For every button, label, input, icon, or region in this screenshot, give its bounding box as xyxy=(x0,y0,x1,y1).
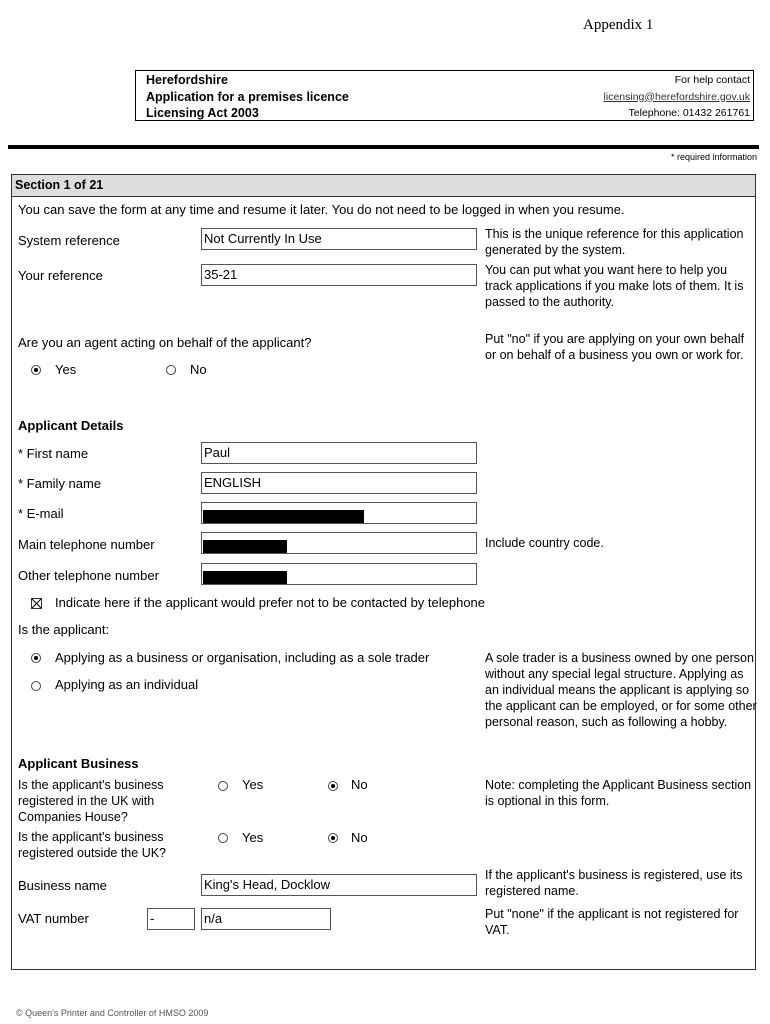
vat-prefix-field[interactable]: - xyxy=(147,908,195,930)
agent-help: Put "no" if you are applying on your own behalf or on behalf of a business you own or work for. xyxy=(485,332,745,362)
your-reference-help: You can put what you want here to help you track applications if you make lots of them. It is passed to the authority. xyxy=(485,263,744,309)
help-email-link[interactable]: licensing@herefordshire.gov.uk xyxy=(603,90,750,103)
system-reference-help: This is the unique reference for this application generated by the system. xyxy=(485,227,744,257)
applicant-business-radio[interactable] xyxy=(31,653,41,663)
uk-registered-no-label: No xyxy=(351,777,368,792)
first-name-label: * First name xyxy=(18,446,89,461)
applicant-individual-label: Applying as an individual xyxy=(55,677,199,692)
email-redaction xyxy=(203,510,364,523)
system-reference-field[interactable]: Not Currently In Use xyxy=(201,228,477,250)
agent-yes-label: Yes xyxy=(55,362,77,377)
copyright-footer: © Queen's Printer and Controller of HMSO 2009 xyxy=(16,1008,209,1018)
agent-no-label: No xyxy=(190,362,207,377)
section-form xyxy=(11,174,756,970)
outside-uk-yes-label: Yes xyxy=(242,830,264,845)
vat-number-field[interactable]: n/a xyxy=(201,908,331,930)
agent-question: Are you an agent acting on behalf of the applicant? xyxy=(18,335,312,350)
section-intro: You can save the form at any time and resume it later. You do not need to be logged in when you resume. xyxy=(18,202,625,217)
agent-yes-radio[interactable] xyxy=(31,365,41,375)
header-divider xyxy=(8,145,759,149)
uk-registered-yes-radio[interactable] xyxy=(218,781,228,791)
no-phone-contact-checkbox[interactable] xyxy=(31,598,42,609)
header-title: Application for a premises licence xyxy=(146,89,349,104)
your-reference-field[interactable]: 35-21 xyxy=(201,264,477,286)
vat-label: VAT number xyxy=(18,911,89,926)
business-name-help: If the applicant's business is registered, use its registered name. xyxy=(485,868,743,898)
applicant-business-heading: Applicant Business xyxy=(18,756,139,771)
help-contact-label: For help contact xyxy=(674,74,750,86)
other-phone-label: Other telephone number xyxy=(18,568,159,583)
outside-uk-no-radio[interactable] xyxy=(328,833,338,843)
help-telephone: Telephone: 01432 261761 xyxy=(628,107,750,119)
business-name-label: Business name xyxy=(18,878,107,893)
applicant-details-heading: Applicant Details xyxy=(18,418,124,433)
agent-no-radio[interactable] xyxy=(166,365,176,375)
appendix-label: Appendix 1 xyxy=(583,17,654,33)
uk-registered-yes-label: Yes xyxy=(242,777,264,792)
family-name-field[interactable]: ENGLISH xyxy=(201,472,477,494)
family-name-label: * Family name xyxy=(18,476,102,491)
header-act: Licensing Act 2003 xyxy=(146,106,259,120)
outside-uk-question: Is the applicant's business registered outside the UK? xyxy=(18,830,167,860)
applicant-business-label: Applying as a business or organisation, including as a sole trader xyxy=(55,650,430,665)
applicant-business-help: Note: completing the Applicant Business section is optional in this form. xyxy=(485,778,752,808)
section-title: Section 1 of 21 xyxy=(12,175,755,197)
email-label: * E-mail xyxy=(18,506,64,521)
vat-help: Put "none" if the applicant is not registered for VAT. xyxy=(485,907,739,937)
other-phone-redaction xyxy=(203,571,287,584)
header-org: Herefordshire xyxy=(146,73,228,87)
system-reference-label: System reference xyxy=(18,233,120,248)
applicant-individual-radio[interactable] xyxy=(31,681,41,691)
uk-registered-no-radio[interactable] xyxy=(328,781,338,791)
main-phone-label: Main telephone number xyxy=(18,537,155,552)
outside-uk-yes-radio[interactable] xyxy=(218,833,228,843)
uk-registered-question: Is the applicant's business registered in the UK with Companies House? xyxy=(18,778,164,824)
main-phone-help: Include country code. xyxy=(485,536,604,550)
applicant-type-question: Is the applicant: xyxy=(18,622,110,637)
outside-uk-no-label: No xyxy=(351,830,368,845)
form-header xyxy=(135,70,754,121)
your-reference-label: Your reference xyxy=(18,268,103,283)
applicant-type-help: A sole trader is a business owned by one person without any special legal structure. Applying as an individual means the applicant is applying so the applicant can be employed, or for some other personal reason, such as following a hobby. xyxy=(485,651,757,729)
first-name-field[interactable]: Paul xyxy=(201,442,477,464)
no-phone-contact-label: Indicate here if the applicant would prefer not to be contacted by telephone xyxy=(55,595,486,610)
main-phone-redaction xyxy=(203,540,287,553)
required-note: * required information xyxy=(670,152,757,162)
business-name-field[interactable]: King's Head, Docklow xyxy=(201,874,477,896)
